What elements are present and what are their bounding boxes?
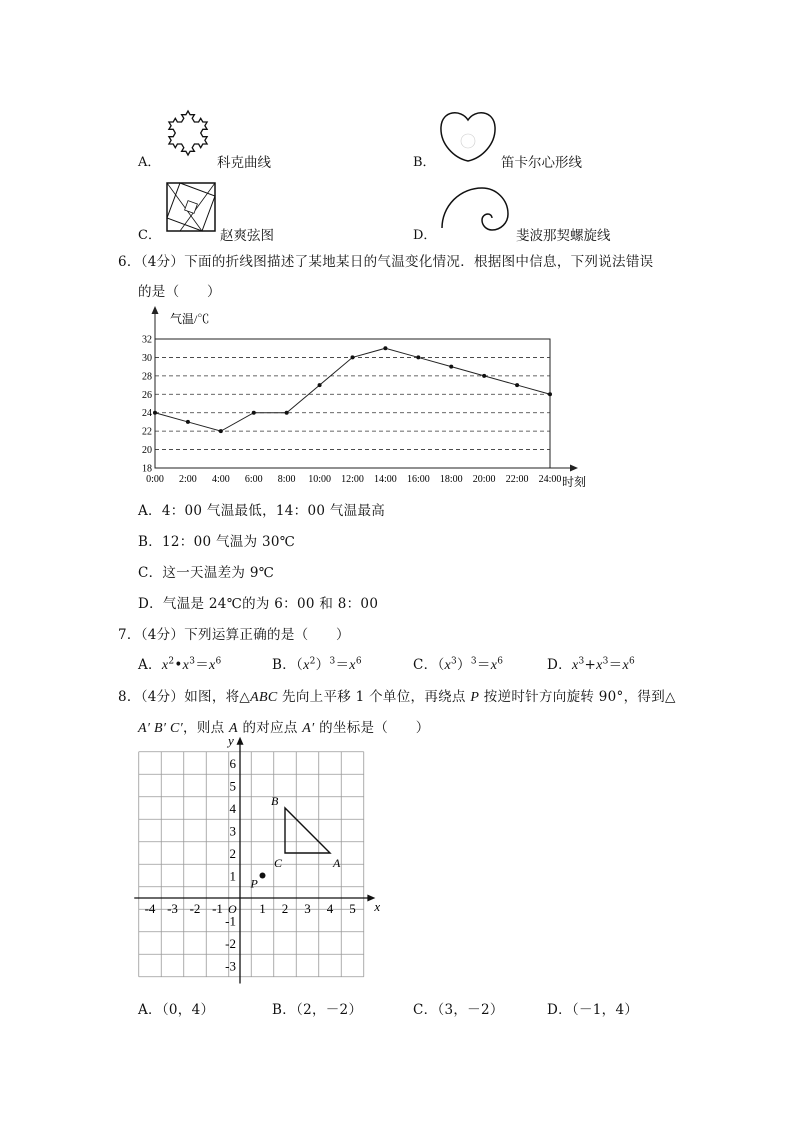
temperature-line-chart (118, 306, 598, 496)
y-tick-label-2: 2 (229, 846, 236, 861)
x-tick-label--3: -3 (167, 901, 178, 916)
y-tick-label-6: 6 (229, 756, 236, 771)
x-tick-label-0: 0:00 (146, 474, 164, 485)
x-tick-label-12: 24:00 (538, 474, 562, 485)
x-tick-label-1: 1 (259, 901, 266, 916)
q8-stem-line1: 8．（4分）如图，将△ABC 先向上平移 1 个单位，再绕点 P 按逆时针方向旋转 90°，得到△ (118, 689, 676, 705)
data-point-24:00 (548, 392, 552, 396)
x-tick-label-4: 4 (326, 901, 334, 916)
y-tick-label-3: 3 (229, 823, 236, 839)
data-point-20:00 (482, 374, 486, 378)
point-label-b: B (271, 794, 279, 808)
q6-stem-line1: 6．（4分）下面的折线图描述了某地某日的气温变化情况．根据图中信息，下列说法错误 (118, 254, 654, 270)
y-axis-label: y (228, 732, 234, 748)
data-point-2:00 (186, 420, 190, 424)
x-tick-label-5: 10:00 (308, 474, 331, 485)
triangle-abc (285, 808, 330, 853)
chart-y-axis-label: 气温/℃ (170, 312, 210, 326)
q7-option-c: C．$(x^3)^3=x^6$ (413, 656, 504, 673)
q6-option-a: A．4：00 气温最低，14：00 气温最高 (138, 503, 386, 519)
y-axis-arrow-icon (152, 306, 159, 314)
x-tick-label--4: -4 (144, 901, 156, 916)
q6-option-b: B．12：00 气温为 30℃ (138, 534, 296, 550)
y-tick-label--1: -1 (225, 913, 236, 929)
y-tick-label-24: 24 (142, 408, 152, 420)
x-axis-label: x (374, 899, 381, 914)
y-tick-label-4: 4 (229, 801, 236, 816)
y-tick-label-28: 28 (142, 371, 152, 383)
x-tick-label-10: 20:00 (472, 474, 496, 485)
y-axis-arrow-icon (237, 737, 244, 745)
x-tick-label--2: -2 (189, 901, 201, 916)
q7-option-b: B．$(x^2)^3=x^6$ (272, 656, 362, 673)
y-tick-label-20: 20 (142, 445, 152, 457)
x-axis-arrow-icon (570, 465, 578, 472)
q6-stem-line2: 的是（ ） (138, 284, 221, 300)
y-tick-label-18: 18 (142, 463, 152, 475)
data-point-10:00 (318, 383, 322, 387)
koch-snowflake-icon (162, 104, 214, 160)
x-tick-label-5: 5 (349, 901, 356, 916)
q7-stem: 7．（4分）下列运算正确的是（ ） (118, 627, 350, 643)
data-point-12:00 (351, 355, 355, 359)
fibonacci-spiral-icon (440, 184, 514, 234)
q7-option-d: D．$x^3+x^3=x^6$ (547, 656, 636, 673)
q5-option-d-letter: D． (413, 228, 437, 243)
x-tick-label-9: 18:00 (439, 474, 463, 485)
x-tick-label-3: 6:00 (244, 474, 263, 485)
point-label-p: P (250, 876, 258, 891)
y-tick-label-26: 26 (142, 389, 152, 401)
chart-x-axis-label: 时刻 (562, 475, 587, 489)
y-tick-label-1: 1 (229, 868, 236, 884)
coordinate-grid-figure (128, 732, 381, 988)
q5-option-d-label: 斐波那契螺旋线 (516, 228, 611, 244)
q5-option-b-label: 笛卡尔心形线 (501, 155, 582, 171)
x-tick-label-11: 22:00 (505, 474, 529, 485)
y-tick-label-5: 5 (229, 778, 236, 794)
data-point-6:00 (252, 411, 256, 415)
x-tick-label-3: 3 (304, 901, 311, 916)
x-tick-label-7: 14:00 (374, 474, 397, 485)
y-tick-label--3: -3 (225, 958, 236, 974)
y-tick-label-30: 30 (142, 352, 152, 364)
q6-option-c: C．这一天温差为 9℃ (138, 565, 275, 581)
x-tick-label-6: 12:00 (341, 474, 364, 485)
y-tick-label--2: -2 (225, 936, 236, 951)
q6-option-d: D．气温是 24℃的为 6：00 和 8：00 (138, 596, 379, 612)
data-point-18:00 (449, 365, 453, 369)
x-tick-label-4: 8:00 (277, 474, 296, 485)
q5-option-b-letter: B． (413, 155, 436, 170)
q8-stem-line2: A′ B′ C′，则点 A 的对应点 A′ 的坐标是（ ） (138, 720, 430, 736)
x-tick-label-2: 4:00 (211, 474, 230, 485)
data-point-8:00 (285, 411, 289, 415)
q7-option-a: A．$x^2•x^3=x^6$ (138, 656, 222, 673)
data-point-22:00 (515, 383, 519, 387)
point-p-dot (260, 873, 266, 879)
x-tick-label--1: -1 (212, 901, 223, 916)
temperature-series-line (155, 348, 550, 431)
q8-option-b: B．（2，－2） (272, 1002, 363, 1018)
zhao-shuang-diagram-icon (166, 182, 216, 232)
x-tick-label-1: 2:00 (179, 474, 197, 485)
q5-option-a-label: 科克曲线 (217, 155, 271, 171)
y-tick-label-22: 22 (142, 426, 152, 438)
q5-option-c-letter: C． (138, 228, 161, 243)
data-point-4:00 (219, 429, 223, 433)
x-tick-label-8: 16:00 (406, 474, 430, 485)
q5-option-c-label: 赵爽弦图 (220, 228, 274, 244)
point-label-c: C (274, 856, 283, 870)
data-point-14:00 (383, 346, 387, 350)
data-point-0:00 (153, 411, 157, 415)
origin-label: O (228, 902, 237, 916)
q8-option-d: D．（－1，4） (547, 1002, 639, 1018)
q5-option-a-letter: A． (138, 155, 161, 170)
x-tick-label-2: 2 (281, 901, 289, 916)
y-tick-label-32: 32 (142, 334, 152, 346)
cardioid-icon (436, 108, 500, 164)
data-point-16:00 (416, 355, 420, 359)
point-label-a: A (333, 856, 341, 870)
q8-option-a: A．（0，4） (138, 1002, 215, 1018)
q8-option-c: C．（3，－2） (413, 1002, 504, 1018)
